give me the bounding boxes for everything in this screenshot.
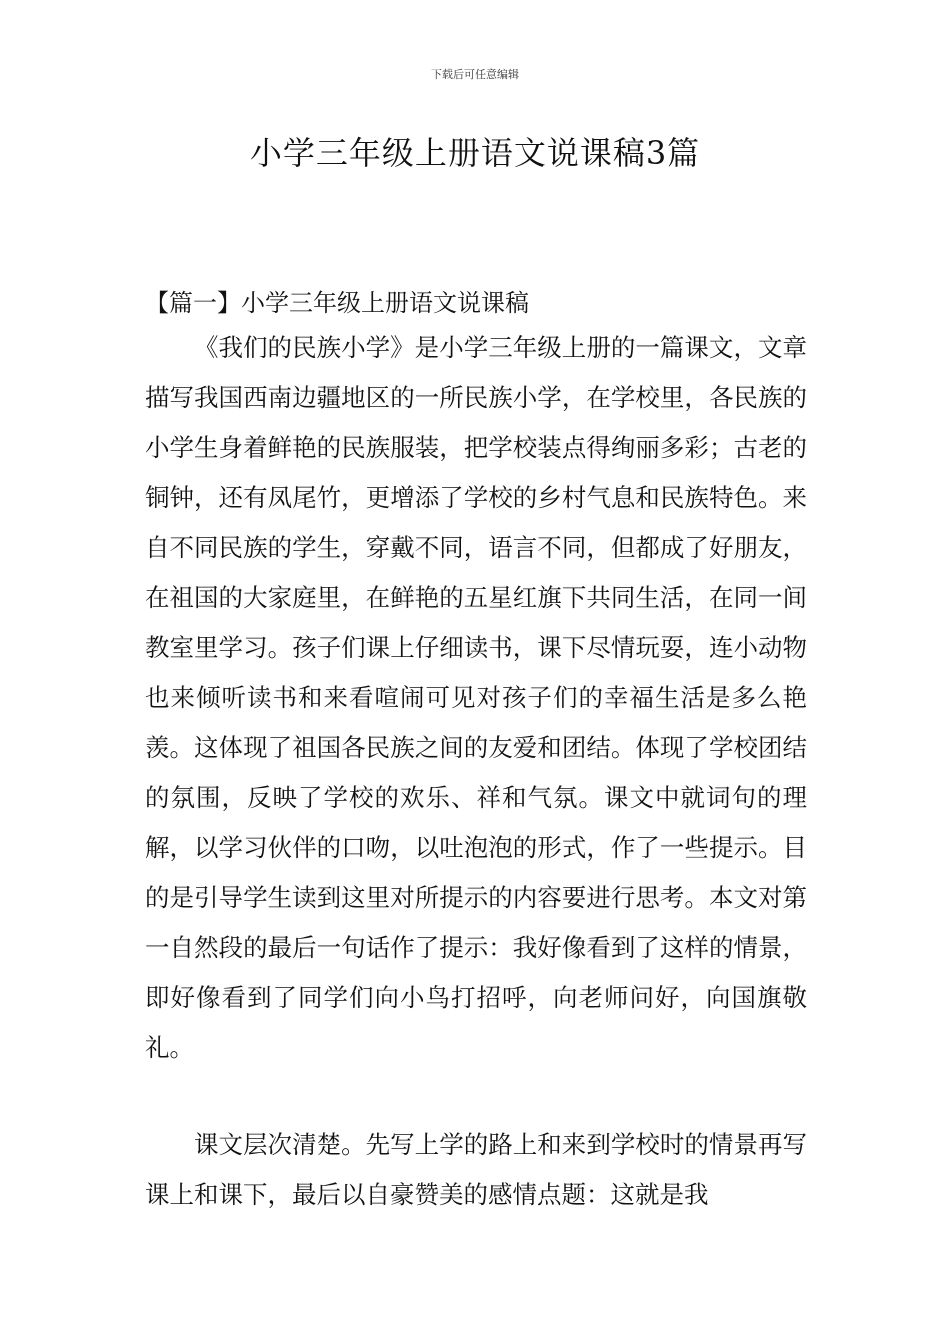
header-note: 下载后可任意编辑 — [431, 68, 519, 81]
document-title: 小学三年级上册语文说课稿3篇 — [249, 134, 701, 172]
section-heading: 【篇一】小学三年级上册语文说课稿 — [145, 289, 529, 317]
body-paragraph-1: 《我们的民族小学》是小学三年级上册的一篇课文，文章描写我国西南边疆地区的一所民族小学，在学校里，各民族的小学生身着鲜艳的民族服装，把学校装点得绚丽多彩；古老的铜钟，还有凤尾竹，更增添了学校的乡村气息和民族特色。来自不同民族的学生，穿戴不同，语言不同，但都成了好朋友，在祖国的大家庭里，在鲜艳的五星红旗下共同生活，在同一间教室里学习。孩子们课上仔细读书，课下尽情玩耍，连小动物也来倾听读书和来看喧闹可见对孩子们的幸福生活是多么艳羡。这体现了祖国各民族之间的友爱和团结。体现了学校团结的氛围，反映了学校的欢乐、祥和气氛。课文中就词句的理解，以学习伙伴的口吻，以吐泡泡的形式，作了一些提示。目的是引导学生读到这里对所提示的内容要进行思考。本文对第一自然段的最后一句话作了提示：我好像看到了这样的情景，即好像看到了同学们向小鸟打招呼，向老师问好，向国旗敬礼。 — [145, 333, 807, 1062]
body-paragraph-2: 课文层次清楚。先写上学的路上和来到学校时的情景再写课上和课下，最后以自豪赞美的感情点题：这就是我 — [145, 1130, 807, 1209]
